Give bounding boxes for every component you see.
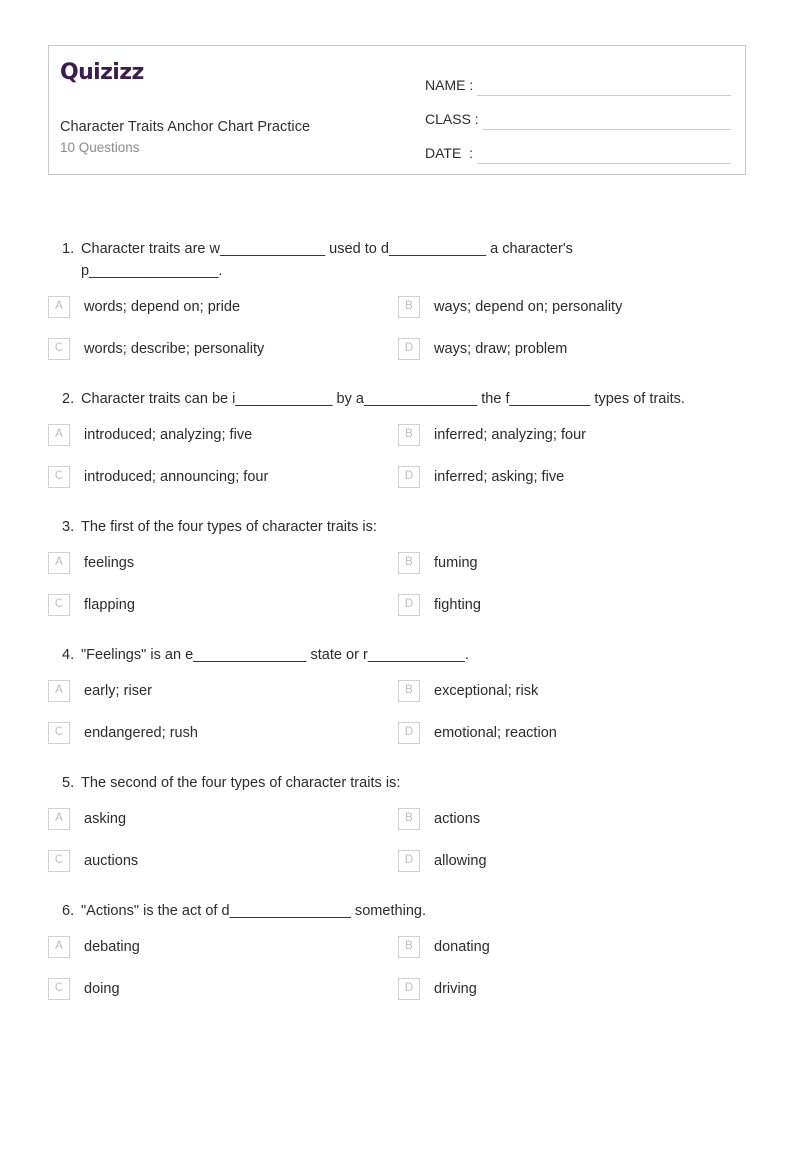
question-block [48, 772, 746, 872]
answer-option-c[interactable] [48, 850, 398, 872]
date-field-label: DATE : [425, 145, 473, 161]
question-number: 6. [62, 903, 75, 920]
option-text: allowing [434, 852, 487, 869]
option-letter-box[interactable]: D [398, 978, 420, 1000]
question-block [48, 644, 746, 744]
date-input[interactable] [477, 145, 731, 164]
question-text: "Feelings" is an e______________ state or r____________. [81, 647, 469, 664]
question-text: Character traits can be i____________ by a______________ the f__________ types of traits. [81, 391, 685, 408]
option-letter-box[interactable]: B [398, 808, 420, 830]
option-text: introduced; analyzing; five [84, 426, 253, 443]
option-text: feelings [84, 554, 135, 571]
answer-option-b[interactable] [398, 808, 746, 830]
option-letter-box[interactable]: D [398, 466, 420, 488]
worksheet-page [0, 45, 794, 1168]
question-spacer [48, 616, 746, 644]
option-letter-box[interactable]: C [48, 722, 70, 744]
option-letter-box[interactable]: B [398, 552, 420, 574]
answer-option-b[interactable] [398, 936, 746, 958]
option-text: early; riser [84, 682, 152, 699]
worksheet-header-card [48, 45, 746, 175]
option-letter-box[interactable]: B [398, 680, 420, 702]
question-block [48, 516, 746, 616]
option-text: fuming [434, 554, 478, 571]
answer-option-a[interactable] [48, 936, 398, 958]
questions-list [48, 238, 746, 1028]
option-text: inferred; asking; five [434, 468, 565, 485]
answer-options [48, 552, 746, 616]
option-letter-box[interactable]: D [398, 850, 420, 872]
answer-option-d[interactable] [398, 466, 746, 488]
option-text: actions [434, 810, 481, 827]
option-letter-box[interactable]: A [48, 296, 70, 318]
option-text: driving [434, 980, 477, 997]
name-field-row [425, 62, 731, 96]
option-text: fighting [434, 596, 481, 613]
option-letter-box[interactable]: D [398, 338, 420, 360]
option-letter-box[interactable]: C [48, 594, 70, 616]
question-count-label: 10 Questions [60, 140, 140, 156]
class-field-label: CLASS : [425, 111, 479, 127]
question-text: Character traits are w_____________ used to d____________ a character's p________________. [81, 241, 573, 280]
answer-option-b[interactable] [398, 296, 746, 318]
title-block [60, 118, 411, 160]
question-row [48, 772, 746, 794]
option-text: ways; draw; problem [434, 340, 568, 357]
option-text: donating [434, 938, 490, 955]
option-text: inferred; analyzing; four [434, 426, 587, 443]
question-block [48, 238, 746, 360]
answer-options [48, 936, 746, 1000]
answer-option-a[interactable] [48, 424, 398, 446]
option-text: auctions [84, 852, 139, 869]
question-spacer [48, 1000, 746, 1028]
option-text: introduced; announcing; four [84, 468, 269, 485]
answer-option-b[interactable] [398, 424, 746, 446]
option-letter-box[interactable]: B [398, 936, 420, 958]
question-number: 3. [62, 519, 75, 536]
option-text: words; describe; personality [84, 340, 265, 357]
option-letter-box[interactable]: B [398, 424, 420, 446]
answer-option-c[interactable] [48, 722, 398, 744]
header-left-panel [49, 46, 411, 174]
option-text: endangered; rush [84, 724, 198, 741]
option-text: words; depend on; pride [84, 298, 241, 315]
option-letter-box[interactable]: A [48, 936, 70, 958]
name-input[interactable] [477, 77, 731, 96]
option-letter-box[interactable]: C [48, 850, 70, 872]
question-text: "Actions" is the act of d_______________ something. [81, 903, 427, 920]
option-text: flapping [84, 596, 135, 613]
class-input[interactable] [483, 111, 731, 130]
date-field-row [425, 130, 731, 164]
question-text: The second of the four types of character traits is: [81, 775, 401, 792]
answer-option-a[interactable] [48, 552, 398, 574]
question-row [48, 644, 746, 666]
answer-options [48, 296, 746, 360]
option-letter-box[interactable]: A [48, 424, 70, 446]
name-field-label: NAME : [425, 77, 474, 93]
answer-options [48, 424, 746, 488]
question-block [48, 900, 746, 1000]
answer-option-c[interactable] [48, 466, 398, 488]
option-text: asking [84, 810, 127, 827]
question-number: 1. [62, 241, 75, 257]
option-letter-box[interactable]: D [398, 594, 420, 616]
option-text: ways; depend on; personality [434, 298, 623, 315]
answer-option-d[interactable] [398, 722, 746, 744]
option-letter-box[interactable]: C [48, 978, 70, 1000]
page-title: Character Traits Anchor Chart Practice [60, 118, 311, 135]
question-spacer [48, 360, 746, 388]
answer-option-d[interactable] [398, 338, 746, 360]
option-text: emotional; reaction [434, 724, 557, 741]
question-row [48, 388, 746, 410]
question-number: 5. [62, 775, 75, 792]
answer-option-b[interactable] [398, 680, 746, 702]
answer-option-a[interactable] [48, 680, 398, 702]
question-row [48, 900, 746, 922]
answer-option-c[interactable] [48, 594, 398, 616]
option-letter-box[interactable]: A [48, 680, 70, 702]
option-text: exceptional; risk [434, 682, 539, 699]
option-letter-box[interactable]: C [48, 466, 70, 488]
answer-option-b[interactable] [398, 552, 746, 574]
quizizz-logo: Quizizz [60, 60, 144, 85]
answer-option-d[interactable] [398, 978, 746, 1000]
option-letter-box[interactable]: A [48, 808, 70, 830]
question-block [48, 388, 746, 488]
question-spacer [48, 744, 746, 772]
option-letter-box[interactable]: B [398, 296, 420, 318]
question-row [48, 238, 746, 282]
class-field-row [425, 96, 731, 130]
question-row [48, 516, 746, 538]
student-info-panel [411, 46, 745, 174]
option-letter-box[interactable]: A [48, 552, 70, 574]
answer-option-d[interactable] [398, 594, 746, 616]
question-spacer [48, 488, 746, 516]
option-letter-box[interactable]: D [398, 722, 420, 744]
question-text: The first of the four types of character traits is: [81, 519, 377, 536]
question-number: 4. [62, 647, 75, 664]
answer-options [48, 680, 746, 744]
answer-option-a[interactable] [48, 296, 398, 318]
question-spacer [48, 872, 746, 900]
answer-option-c[interactable] [48, 338, 398, 360]
answer-options [48, 808, 746, 872]
option-letter-box[interactable]: C [48, 338, 70, 360]
answer-option-c[interactable] [48, 978, 398, 1000]
question-number: 2. [62, 391, 75, 408]
option-text: doing [84, 980, 120, 997]
answer-option-d[interactable] [398, 850, 746, 872]
answer-option-a[interactable] [48, 808, 398, 830]
option-text: debating [84, 938, 140, 955]
